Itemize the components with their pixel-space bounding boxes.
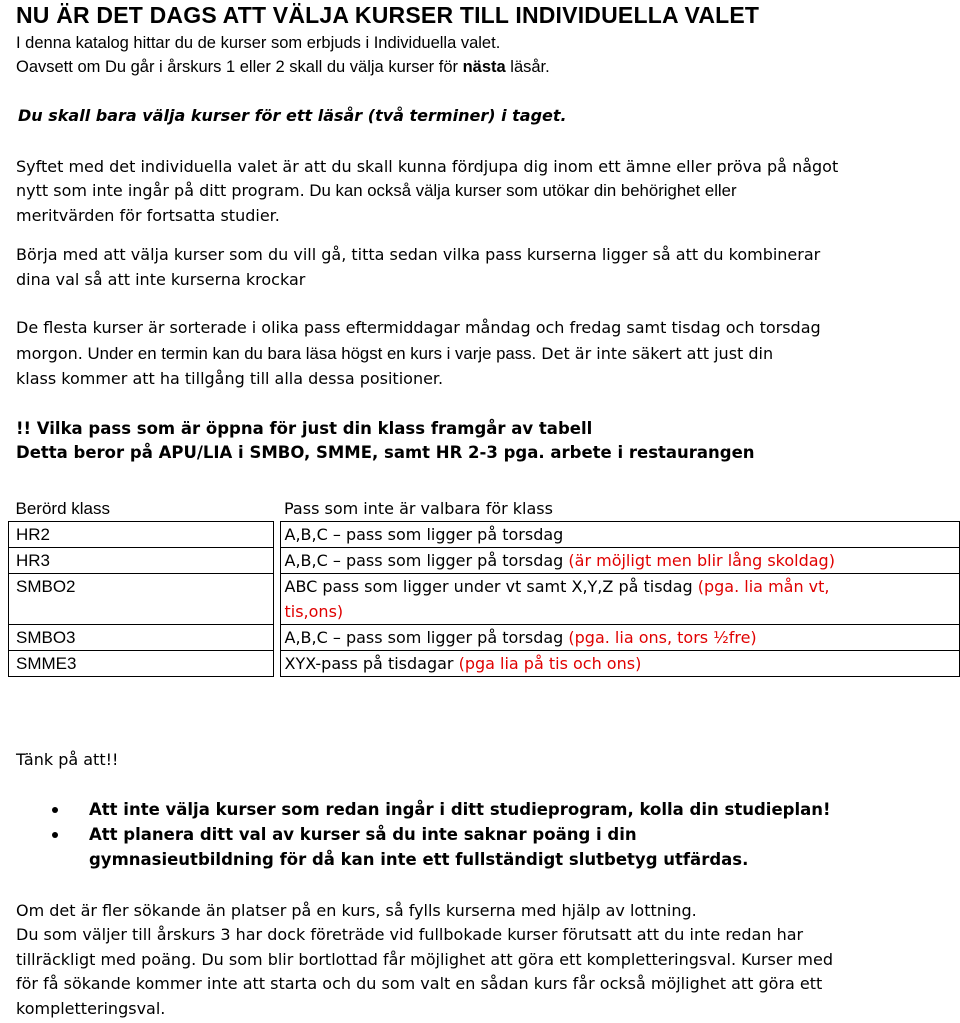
table-header-row <box>9 496 960 522</box>
pass-text: A,B,C – pass som ligger på torsdag <box>284 551 569 570</box>
purpose-line-2b: Du kan också välja kurser som utökar din behörighet eller <box>304 181 737 200</box>
closing-line-1: Om det är fler sökande än platser på en kurs, så fylls kurserna med hjälp av lottning. <box>16 901 697 920</box>
schedule-line-3: klass kommer att ha tillgång till alla dessa positioner. <box>16 369 444 388</box>
pass-text: XYX-pass på tisdagar <box>284 654 459 673</box>
purpose-line-3: meritvärden för fortsatta studier. <box>16 206 280 225</box>
bullet-text: Att inte välja kurser som redan ingår i ditt studieprogram, kolla din studieplan! <box>89 800 831 819</box>
pass-note: (pga. lia mån vt, <box>697 577 830 596</box>
row-pass <box>280 574 960 625</box>
list-item <box>52 797 932 822</box>
reminder-heading: Tänk på att!! <box>16 750 119 769</box>
table-row <box>9 625 960 651</box>
start-line-1: Börja med att välja kurser som du vill gå, titta sedan vilka pass kurserna ligger så att du kombinerar <box>16 245 821 264</box>
closing-line-4: för få sökande kommer inte att starta och du som valt en sådan kurs får också möjlighet att göra ett <box>16 974 823 993</box>
pass-note: (är möjligt men blir lång skoldag) <box>568 551 835 570</box>
reminder-list <box>52 797 932 872</box>
pass-note: (pga. lia ons, tors ½fre) <box>568 628 757 647</box>
restricted-passes-table <box>8 496 960 677</box>
closing-line-3: tillräckligt med poäng. Du som blir bortlottad får möjlighet att göra ett kompletteringsval. Kurser med <box>16 950 833 969</box>
purpose-line-2a: nytt som inte ingår på ditt program. <box>16 181 305 200</box>
pass-note-cont: tis,ons) <box>284 602 344 621</box>
bullet-text-cont: gymnasieutbildning för då kan inte ett fullständigt slutbetyg utfärdas. <box>89 850 749 869</box>
row-class: SMBO2 <box>9 574 274 625</box>
table-row <box>9 522 960 548</box>
row-pass <box>280 522 960 548</box>
schedule-line-2 <box>16 344 773 364</box>
intro-line-2-bold: nästa <box>462 58 506 76</box>
schedule-line-1: De flesta kurser är sorterade i olika pass eftermiddagar måndag och fredag samt tisdag och torsdag <box>16 318 821 337</box>
row-class: SMME3 <box>9 651 274 677</box>
schedule-line-2a: morgon. <box>16 344 83 363</box>
table-row <box>9 651 960 677</box>
start-line-2: dina val så att inte kurserna krockar <box>16 270 306 289</box>
intro-line-1: I denna katalog hittar du de kurser som erbjuds i Individuella valet. <box>16 34 501 52</box>
pass-text: A,B,C – pass som ligger på torsdag <box>284 628 569 647</box>
row-class: SMBO3 <box>9 625 274 651</box>
bullet-icon <box>52 807 58 813</box>
bullet-text: Att planera ditt val av kurser så du inte saknar poäng i din <box>89 825 637 844</box>
table-row <box>9 574 960 625</box>
closing-line-2: Du som väljer till årskurs 3 har dock företräde vid fullbokade kurser förutsatt att du inte redan har <box>16 925 804 944</box>
pass-note: (pga lia på tis och ons) <box>458 654 642 673</box>
header-pass: Pass som inte är valbara för klass <box>280 496 960 522</box>
pass-text: A,B,C – pass som ligger på torsdag <box>284 525 564 544</box>
row-class: HR2 <box>9 522 274 548</box>
row-class: HR3 <box>9 548 274 574</box>
list-item <box>52 822 932 872</box>
intro-line-2 <box>16 58 550 77</box>
pass-text: ABC pass som ligger under vt samt X,Y,Z på tisdag <box>284 577 698 596</box>
row-pass <box>280 548 960 574</box>
page-title: NU ÄR DET DAGS ATT VÄLJA KURSER TILL INDIVIDUELLA VALET <box>16 2 760 28</box>
notice-line-2: Detta beror på APU/LIA i SMBO, SMME, samt HR 2-3 pga. arbete i restaurangen <box>16 443 755 462</box>
purpose-line-2 <box>16 181 737 201</box>
intro-line-2-end: läsår. <box>505 58 550 76</box>
one-year-notice: Du skall bara välja kurser för ett läsår (två terminer) i taget. <box>18 106 567 125</box>
bullet-icon <box>52 832 58 838</box>
header-class: Berörd klass <box>9 496 274 522</box>
intro-line-2-text: Oavsett om Du går i årskurs 1 eller 2 skall du välja kurser för <box>16 58 463 76</box>
closing-line-5: kompletteringsval. <box>16 999 166 1018</box>
row-pass <box>280 651 960 677</box>
row-pass <box>280 625 960 651</box>
table-row <box>9 548 960 574</box>
purpose-line-1: Syftet med det individuella valet är att du skall kunna fördjupa dig inom ett ämne eller pröva på något <box>16 157 839 176</box>
schedule-line-2b: Under en termin kan du bara läsa högst en kurs i varje pass. <box>82 344 537 363</box>
schedule-line-2c: Det är inte säkert att just din <box>536 344 774 363</box>
notice-line-1: !! Vilka pass som är öppna för just din klass framgår av tabell <box>16 419 593 438</box>
